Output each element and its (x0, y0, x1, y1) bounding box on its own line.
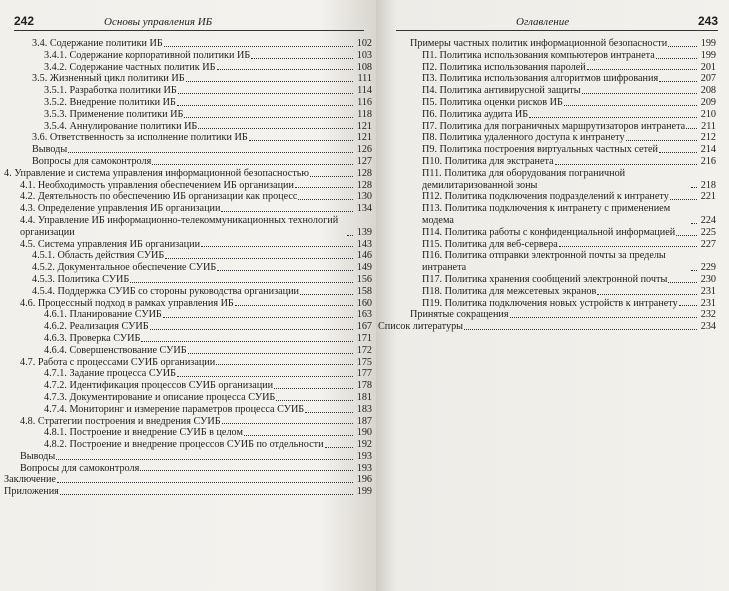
toc-entry-title: 3.5.1. Разработка политики ИБ (44, 85, 177, 97)
right-page-header (396, 14, 718, 31)
toc-entry-title: 4.6.2. Реализация СУИБ (44, 321, 149, 333)
toc-entry (394, 274, 716, 286)
toc-entry (394, 121, 716, 133)
toc-entry-page: 102 (356, 38, 372, 49)
toc-entry-title: 3.5.4. Аннулирование политики ИБ (44, 120, 198, 132)
toc-entry (394, 109, 716, 121)
toc-dot-leader (150, 329, 353, 330)
toc-entry (394, 97, 716, 109)
toc-entry (4, 215, 372, 239)
toc-entry-title: 3.6. Ответственность за исполнение политики ИБ (32, 132, 248, 144)
toc-entry-page: 167 (356, 321, 372, 333)
toc-dot-leader (235, 305, 353, 306)
toc-dot-leader (222, 423, 353, 424)
toc-entry (394, 144, 716, 156)
toc-dot-leader (659, 152, 697, 153)
left-running-head: Основы управления ИБ (104, 16, 213, 28)
toc-entry (4, 463, 372, 475)
toc-entry-page: 212 (700, 132, 716, 144)
toc-entry-title: 3.5.3. Применение политики ИБ (44, 108, 184, 120)
toc-entry-page: 126 (356, 144, 372, 156)
toc-dot-leader (555, 164, 697, 165)
toc-entry (4, 144, 372, 156)
toc-entry-page: 149 (356, 262, 372, 274)
toc-entry-page: 208 (700, 85, 716, 97)
toc-entry-title: П5. Политика оценки рисков ИБ (422, 96, 563, 108)
toc-dot-leader (559, 246, 697, 247)
toc-dot-leader (686, 128, 697, 129)
toc-dot-leader (164, 46, 353, 47)
toc-dot-leader (140, 470, 353, 471)
toc-entry (4, 180, 372, 192)
toc-entry-title: 3.4.2. Содержание частных политик ИБ (44, 61, 216, 73)
toc-entry-page: 121 (356, 120, 372, 132)
toc-dot-leader (249, 140, 353, 141)
toc-entry-page: 134 (356, 203, 372, 215)
toc-entry (4, 62, 372, 74)
toc-entry (4, 73, 372, 85)
toc-entry (4, 404, 372, 416)
toc-entry-title: П15. Политика для веб-сервера (422, 238, 558, 250)
toc-entry-page: 199 (700, 49, 716, 61)
toc-dot-leader (597, 294, 697, 295)
toc-entry-page: 193 (356, 462, 372, 474)
toc-entry (394, 203, 716, 227)
toc-entry (4, 274, 372, 286)
toc-dot-leader (221, 211, 353, 212)
toc-dot-leader (300, 294, 353, 295)
toc-entry-page: 121 (356, 132, 372, 144)
toc-entry-page: 190 (356, 427, 372, 439)
toc-entry-title: Список литературы (378, 321, 464, 333)
toc-dot-leader (310, 176, 353, 177)
toc-entry-title: П12. Политика подключения подразделений к интранету (422, 191, 669, 203)
toc-dot-leader (178, 93, 353, 94)
toc-entry (4, 392, 372, 404)
toc-entry-page: 196 (356, 474, 372, 486)
toc-entry-title: 4.1. Необходимость управления обеспечением ИБ организации (20, 179, 294, 191)
toc-entry (4, 357, 372, 369)
toc-dot-leader (670, 199, 697, 200)
toc-entry-page: 199 (356, 486, 372, 498)
toc-entry-title: 4.5.1. Область действия СУИБ (32, 250, 165, 262)
toc-dot-leader (186, 81, 353, 82)
toc-dot-leader (165, 258, 353, 259)
toc-entry-page: 210 (700, 108, 716, 120)
toc-dot-leader (582, 93, 697, 94)
toc-dot-leader (56, 459, 353, 460)
toc-entry-page: 116 (357, 96, 372, 108)
toc-entry (4, 121, 372, 133)
toc-dot-leader (276, 400, 353, 401)
toc-entry-title: П6. Политика аудита ИБ (422, 108, 529, 120)
toc-entry (4, 380, 372, 392)
toc-entry-title: 4.2. Деятельность по обеспечению ИБ организации как процесс (20, 191, 298, 203)
toc-entry-page: 209 (700, 96, 716, 108)
toc-entry-page: 216 (700, 155, 716, 167)
toc-entry-page: 118 (357, 108, 372, 120)
toc-entry-page: 128 (356, 167, 372, 179)
toc-entry-title: П4. Политика антивирусной защиты (422, 85, 581, 97)
right-page (376, 0, 729, 591)
toc-entry (394, 286, 716, 298)
toc-dot-leader (325, 447, 353, 448)
toc-entry (4, 168, 372, 180)
toc-entry-title: П16. Политика отправки электронной почты за пределы интранета (422, 250, 666, 274)
toc-entry-title: 3.5. Жизненный цикл политики ИБ (32, 73, 185, 85)
toc-entry-page: 143 (356, 238, 372, 250)
toc-entry (4, 262, 372, 274)
toc-dot-leader (464, 329, 697, 330)
toc-entry (394, 73, 716, 85)
toc-dot-leader (244, 435, 353, 436)
toc-entry-page: 211 (701, 120, 716, 132)
toc-dot-leader (60, 494, 353, 495)
toc-entry-page: 163 (356, 309, 372, 321)
toc-entry-title: П1. Политика использования компьютеров интранета (422, 49, 655, 61)
toc-entry-page: 229 (700, 262, 716, 274)
toc-entry (4, 85, 372, 97)
toc-dot-leader (68, 152, 353, 153)
toc-entry-title: 4.8. Стратегии построения и внедрения СУИБ (20, 415, 221, 427)
toc-entry-title: П2. Политика использования паролей (422, 61, 586, 73)
toc-entry-page: 193 (356, 450, 372, 462)
toc-entry-title: 4.7.3. Документирование и описание процесса СУИБ (44, 391, 276, 403)
toc-entry-page: 177 (356, 368, 372, 380)
toc-entry-page: 114 (357, 85, 372, 97)
toc-entry-page: 232 (700, 309, 716, 321)
toc-entry (4, 321, 372, 333)
toc-entry-title: П7. Политика для пограничных маршрутизаторов интранета (422, 120, 686, 132)
toc-entry (394, 168, 716, 192)
toc-entry-page: 171 (356, 332, 372, 344)
toc-entry (394, 227, 716, 239)
toc-entry-title: П18. Политика для межсетевых экранов (422, 285, 597, 297)
toc-dot-leader (676, 235, 697, 236)
toc-entry-title: 4.6.4. Совершенствование СУИБ (44, 344, 187, 356)
left-page-header (14, 14, 364, 31)
toc-entry-title: 4.5.2. Документальное обеспечение СУИБ (32, 262, 217, 274)
toc-dot-leader (347, 235, 353, 236)
toc-dot-leader (564, 105, 697, 106)
toc-dot-leader (188, 353, 353, 354)
toc-entry-page: 199 (700, 38, 716, 49)
toc-entry (394, 85, 716, 97)
toc-dot-leader (217, 270, 353, 271)
toc-entry-title: 4.7.1. Задание процесса СУИБ (44, 368, 176, 380)
toc-entry-title: 4.3. Определение управления ИБ организации (20, 203, 221, 215)
toc-entry-title: 3.4. Содержание политики ИБ (32, 38, 163, 49)
toc-entry-page: 160 (356, 297, 372, 309)
toc-dot-leader (659, 81, 697, 82)
toc-entry-title: 4.7.4. Мониторинг и измерение параметров процесса СУИБ (44, 403, 305, 415)
toc-entry-page: 128 (356, 179, 372, 191)
toc-entry-page: 201 (700, 61, 716, 73)
toc-dot-leader (587, 69, 697, 70)
toc-entry (4, 50, 372, 62)
toc-entry-title: П3. Политика использования алгоритмов шифрования (422, 73, 659, 85)
toc-entry-title: 4.8.2. Построение и внедрение процессов СУИБ по отдельности (44, 439, 324, 451)
toc-entry (394, 132, 716, 144)
toc-dot-leader (691, 223, 697, 224)
toc-dot-leader (57, 482, 353, 483)
toc-entry (4, 451, 372, 463)
toc-dot-leader (626, 140, 697, 141)
toc-entry (4, 97, 372, 109)
toc-dot-leader (295, 187, 353, 188)
toc-entry-title: 3.4.1. Содержание корпоративной политики ИБ (44, 49, 251, 61)
toc-entry (394, 250, 716, 274)
toc-entry (4, 486, 372, 498)
toc-entry-title: Выводы (32, 144, 68, 156)
toc-entry-title: П19. Политика подключения новых устройств к интранету (422, 297, 678, 309)
toc-entry (4, 38, 372, 50)
left-toc (4, 38, 372, 498)
toc-dot-leader (529, 117, 697, 118)
toc-dot-leader (184, 117, 353, 118)
toc-entry-page: 181 (356, 391, 372, 403)
toc-entry-title: 4.5. Система управления ИБ организации (20, 238, 201, 250)
toc-dot-leader (152, 164, 353, 165)
toc-dot-leader (251, 58, 353, 59)
toc-entry-title: 4.8.1. Построение и внедрение СУИБ в целом (44, 427, 243, 439)
toc-entry-page: 218 (700, 179, 716, 191)
toc-entry-page: 108 (356, 61, 372, 73)
toc-entry (394, 38, 716, 50)
right-toc (378, 38, 716, 333)
toc-entry (4, 439, 372, 451)
toc-entry-title: 4.6.1. Планирование СУИБ (44, 309, 162, 321)
toc-entry (394, 191, 716, 203)
toc-entry (4, 203, 372, 215)
right-running-head: Оглавление (516, 16, 570, 28)
toc-dot-leader (510, 317, 697, 318)
toc-entry (4, 286, 372, 298)
toc-entry-page: 234 (700, 321, 716, 333)
toc-entry-title: Заключение (4, 474, 56, 486)
toc-dot-leader (274, 388, 353, 389)
toc-entry (394, 298, 716, 310)
toc-dot-leader (201, 246, 353, 247)
toc-entry-title: Принятые сокращения (410, 309, 509, 321)
toc-dot-leader (177, 105, 353, 106)
toc-entry-page: 146 (356, 250, 372, 262)
toc-entry-page: 187 (356, 415, 372, 427)
toc-dot-leader (679, 305, 697, 306)
toc-entry (4, 309, 372, 321)
toc-entry (4, 368, 372, 380)
toc-dot-leader (668, 46, 697, 47)
toc-dot-leader (298, 199, 353, 200)
toc-entry (4, 156, 372, 168)
left-page-number: 242 (14, 14, 35, 28)
toc-entry-page: 158 (356, 285, 372, 297)
toc-dot-leader (177, 376, 353, 377)
toc-entry (4, 298, 372, 310)
toc-entry-title: 4. Управление и система управления информационной безопасностью (4, 167, 310, 179)
toc-entry-page: 214 (700, 144, 716, 156)
toc-entry-title: П9. Политика построения виртуальных частных сетей (422, 144, 658, 156)
toc-entry-title: П17. Политика хранения сообщений электронной почты (422, 273, 668, 285)
toc-dot-leader (217, 69, 353, 70)
toc-entry-title: 3.5.2. Внедрение политики ИБ (44, 96, 176, 108)
toc-entry (394, 239, 716, 251)
toc-entry (4, 345, 372, 357)
toc-entry-title: 4.7. Работа с процессами СУИБ организации (20, 356, 216, 368)
toc-entry-page: 103 (356, 49, 372, 61)
toc-entry-page: 183 (356, 403, 372, 415)
toc-dot-leader (305, 412, 353, 413)
toc-entry-title: Примеры частных политик информационной безопасности (410, 38, 668, 49)
toc-entry (4, 474, 372, 486)
toc-entry-title: П10. Политика для экстранета (422, 155, 554, 167)
toc-entry-title: 4.6. Процессный подход в рамках управления ИБ (20, 297, 234, 309)
toc-entry-page: 130 (356, 191, 372, 203)
toc-entry (4, 427, 372, 439)
toc-entry (4, 239, 372, 251)
toc-entry-page: 227 (700, 238, 716, 250)
toc-entry (4, 416, 372, 428)
toc-entry-page: 192 (356, 439, 372, 451)
toc-entry (378, 321, 716, 333)
toc-entry-page: 172 (356, 344, 372, 356)
toc-entry (394, 156, 716, 168)
toc-entry-title: Выводы (20, 450, 56, 462)
toc-entry (4, 333, 372, 345)
right-page-number: 243 (697, 14, 718, 28)
toc-entry-title: Вопросы для самоконтроля (20, 462, 140, 474)
toc-entry-title: П11. Политика для оборудования пограничной демилитаризованной зоны (422, 167, 626, 191)
toc-dot-leader (656, 58, 697, 59)
toc-entry-title: 4.7.2. Идентификация процессов СУИБ организации (44, 380, 274, 392)
toc-entry-page: 127 (356, 155, 372, 167)
toc-entry-title: 4.5.4. Поддержка СУИБ со стороны руководства организации (32, 285, 299, 297)
toc-entry-title: 4.4. Управление ИБ информационно-телекоммуникационных технологий организации (20, 214, 339, 238)
toc-dot-leader (130, 282, 353, 283)
toc-entry-title: П8. Политика удаленного доступа к интранету (422, 132, 625, 144)
toc-entry-title: Приложения (4, 486, 59, 498)
toc-entry-page: 178 (356, 380, 372, 392)
toc-dot-leader (691, 270, 697, 271)
toc-entry-page: 231 (700, 285, 716, 297)
toc-dot-leader (163, 317, 353, 318)
toc-entry-title: 4.5.3. Политика СУИБ (32, 273, 130, 285)
toc-entry-title: П14. Политика работы с конфиденциальной информацией (422, 226, 676, 238)
toc-entry (4, 250, 372, 262)
toc-dot-leader (691, 187, 697, 188)
toc-entry-page: 224 (700, 214, 716, 226)
toc-entry (4, 191, 372, 203)
toc-entry-page: 156 (356, 273, 372, 285)
toc-entry-title: П13. Политика подключения к интранету с применением модема (422, 203, 671, 226)
toc-entry (394, 50, 716, 62)
toc-dot-leader (216, 364, 353, 365)
toc-entry (394, 62, 716, 74)
toc-dot-leader (141, 341, 353, 342)
toc-entry-page: 139 (356, 226, 372, 238)
toc-entry (4, 109, 372, 121)
toc-entry-page: 207 (700, 73, 716, 85)
toc-entry-page: 221 (700, 191, 716, 203)
toc-entry-page: 225 (700, 226, 716, 238)
toc-entry (4, 132, 372, 144)
toc-entry-title: 4.6.3. Проверка СУИБ (44, 332, 141, 344)
toc-entry-page: 175 (356, 356, 372, 368)
toc-dot-leader (198, 128, 353, 129)
toc-entry (394, 309, 716, 321)
toc-dot-leader (668, 282, 697, 283)
toc-entry-page: 231 (700, 297, 716, 309)
toc-entry-page: 111 (357, 73, 372, 85)
toc-entry-title: Вопросы для самоконтроля (32, 155, 152, 167)
toc-entry-page: 230 (700, 273, 716, 285)
